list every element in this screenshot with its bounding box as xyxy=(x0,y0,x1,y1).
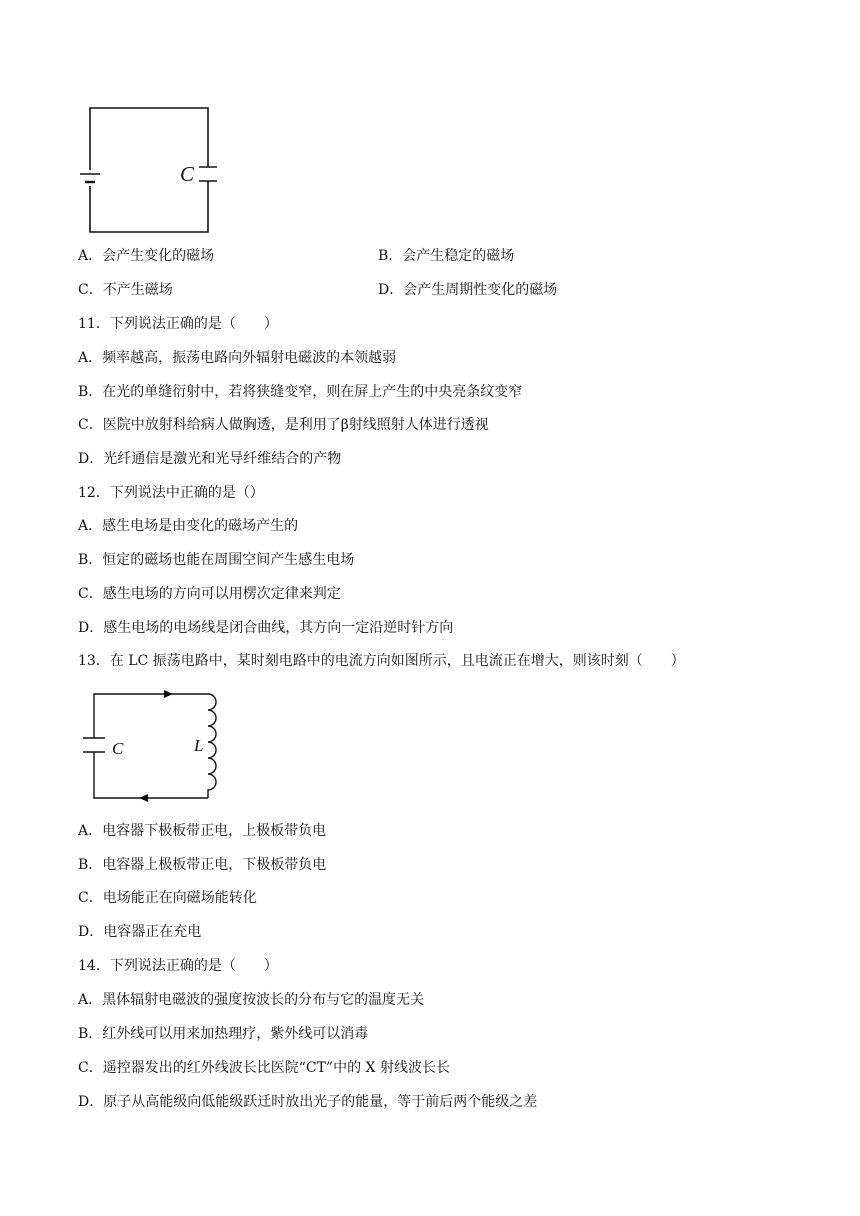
q13-stem: 13．在 LC 振荡电路中，某时刻电路中的电流方向如图所示，且电流正在增大，则该时刻（ ） xyxy=(78,653,685,669)
q12-option-d: D．感生电场的电场线是闭合曲线，其方向一定沿逆时针方向 xyxy=(78,620,454,636)
q12-option-c: C．感生电场的方向可以用楞次定律来判定 xyxy=(78,586,341,602)
q11-stem: 11．下列说法正确的是（ ） xyxy=(78,316,278,332)
q13-option-b: B．电容器上极板带正电，下极板带负电 xyxy=(78,857,327,873)
q11-option-d: D．光纤通信是激光和光导纤维结合的产物 xyxy=(78,451,342,467)
q11-option-c: C．医院中放射科给病人做胸透，是利用了β射线照射人体进行透视 xyxy=(78,417,489,433)
q14-option-d: D．原子从高能级向低能级跃迁时放出光子的能量，等于前后两个能级之差 xyxy=(78,1094,538,1110)
inductor-label: L xyxy=(194,736,204,755)
q10-option-d: D．会产生周期性变化的磁场 xyxy=(378,282,558,298)
q11-option-a: A．频率越高，振荡电路向外辐射电磁波的本领越弱 xyxy=(78,350,397,366)
q10-option-c: C．不产生磁场 xyxy=(78,282,173,298)
q12-option-b: B．恒定的磁场也能在周围空间产生感生电场 xyxy=(78,552,355,568)
q14-stem: 14．下列说法正确的是（ ） xyxy=(78,958,278,974)
q14-option-a: A．黑体辐射电磁波的强度按波长的分布与它的温度无关 xyxy=(78,992,425,1008)
current-arrow-bottom xyxy=(139,794,148,802)
q10-option-b: B．会产生稳定的磁场 xyxy=(378,248,515,264)
q10-option-a: A．会产生变化的磁场 xyxy=(78,248,215,264)
capacitor-label: C xyxy=(112,739,124,758)
q12-option-a: A．感生电场是由变化的磁场产生的 xyxy=(78,518,299,534)
q14-option-c: C．遥控器发出的红外线波长比医院“CT”中的 X 射线波长长 xyxy=(78,1060,450,1076)
q14-option-b: B．红外线可以用来加热理疗，紫外线可以消毒 xyxy=(78,1026,369,1042)
q13-option-a: A．电容器下极板带正电，上极板带负电 xyxy=(78,823,327,839)
q12-stem: 12．下列说法中正确的是（） xyxy=(78,485,264,501)
q13-option-c: C．电场能正在向磁场能转化 xyxy=(78,890,257,906)
capacitor-label: C xyxy=(180,162,195,186)
q13-option-d: D．电容器正在充电 xyxy=(78,924,202,940)
circuit-diagram-battery-capacitor xyxy=(70,100,230,240)
q11-option-b: B．在光的单缝衍射中，若将狭缝变窄，则在屏上产生的中央亮条纹变窄 xyxy=(78,384,523,400)
lc-circuit-diagram xyxy=(76,686,236,810)
current-arrow-top xyxy=(164,690,173,698)
